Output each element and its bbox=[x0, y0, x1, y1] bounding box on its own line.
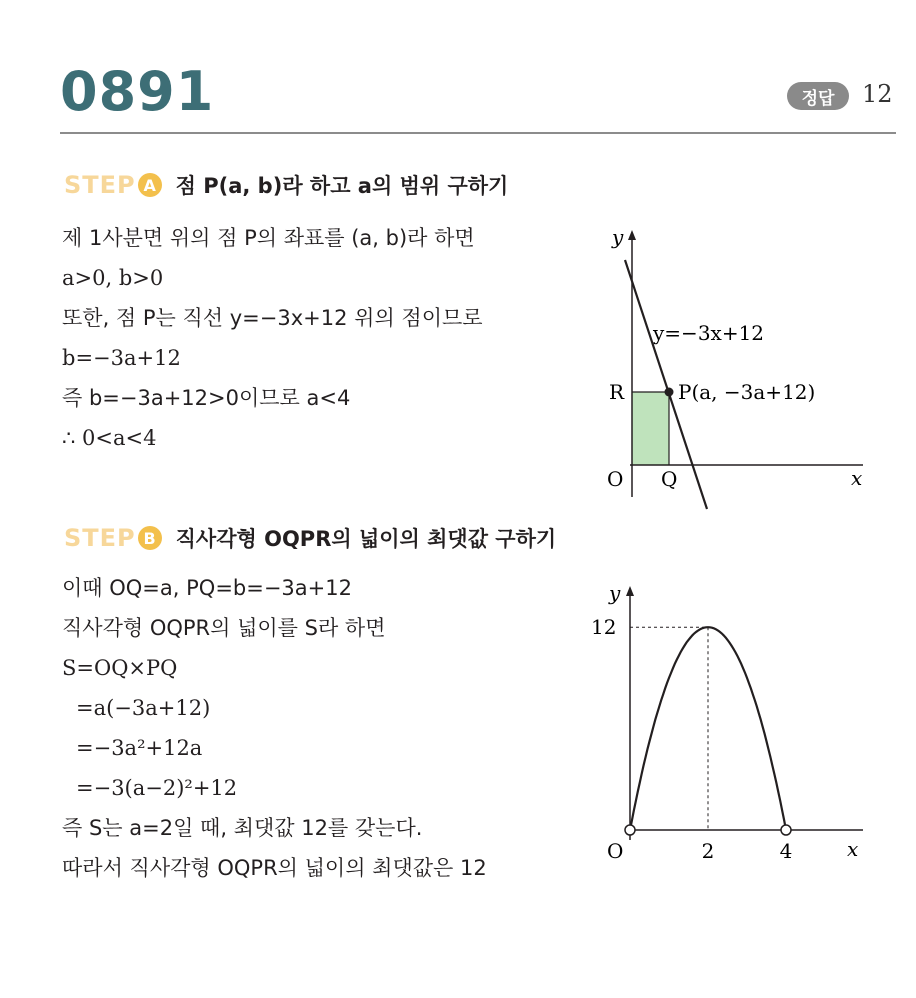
open-endpoint-4 bbox=[781, 825, 791, 835]
step-a-title: 점 P(a, b)라 하고 a의 범위 구하기 bbox=[175, 174, 509, 198]
point-q-label: Q bbox=[661, 467, 678, 491]
origin-label: O bbox=[607, 839, 624, 863]
step-b-body bbox=[62, 568, 487, 888]
step-b-label: STEP bbox=[64, 524, 136, 552]
line-graph bbox=[585, 222, 875, 512]
step-b-line: 직사각형 OQPR의 넓이를 S라 하면 bbox=[62, 616, 386, 640]
step-a-line: a>0, b>0 bbox=[62, 266, 164, 290]
header-divider bbox=[60, 132, 896, 134]
step-b-line: S=OQ×PQ bbox=[62, 656, 178, 680]
step-b-line: =−3(a−2)²+12 bbox=[76, 776, 238, 800]
parabola-graph bbox=[585, 578, 875, 878]
step-a-line: ∴ 0<a<4 bbox=[62, 426, 157, 450]
answer-value: 12 bbox=[862, 80, 893, 108]
step-b-line: =a(−3a+12) bbox=[76, 696, 211, 720]
step-b-title: 직사각형 OQPR의 넓이의 최댓값 구하기 bbox=[175, 527, 557, 551]
rectangle-oqpr bbox=[632, 392, 669, 465]
x-tick-4: 4 bbox=[779, 839, 793, 863]
y-axis-arrow bbox=[626, 586, 634, 596]
point-r-label: R bbox=[609, 380, 625, 404]
open-endpoint-origin bbox=[625, 825, 635, 835]
x-tick-2: 2 bbox=[701, 839, 715, 863]
step-a-line: 즉 b=−3a+12>0이므로 a<4 bbox=[62, 386, 351, 410]
step-a-label: STEP bbox=[64, 171, 136, 199]
y-tick-12: 12 bbox=[591, 615, 617, 640]
step-b-line: 이때 OQ=a, PQ=b=−3a+12 bbox=[62, 576, 352, 600]
equation-label: y=−3x+12 bbox=[653, 321, 765, 345]
y-axis-label: y bbox=[609, 581, 621, 605]
step-a-line: 또한, 점 P는 직선 y=−3x+12 위의 점이므로 bbox=[62, 306, 483, 330]
origin-label: O bbox=[607, 467, 624, 491]
point-p bbox=[665, 388, 674, 397]
x-axis-label: x bbox=[847, 837, 859, 861]
step-b-line: =−3a²+12a bbox=[76, 736, 203, 760]
problem-number: 0891 bbox=[60, 60, 215, 123]
step-a-body bbox=[62, 218, 483, 458]
step-b-line: 따라서 직사각형 OQPR의 넓이의 최댓값은 12 bbox=[62, 856, 487, 880]
y-axis-label: y bbox=[612, 225, 624, 249]
step-a-letter: A bbox=[138, 173, 162, 197]
step-a-line: b=−3a+12 bbox=[62, 346, 181, 370]
step-a-line: 제 1사분면 위의 점 P의 좌표를 (a, b)라 하면 bbox=[62, 226, 475, 250]
step-b-heading bbox=[64, 523, 556, 553]
y-axis-arrow bbox=[628, 230, 636, 240]
answer-badge: 정답 bbox=[787, 82, 849, 110]
step-b-letter: B bbox=[138, 526, 162, 550]
x-axis-label: x bbox=[851, 466, 863, 490]
step-a-heading bbox=[64, 170, 508, 200]
step-b-line: 즉 S는 a=2일 때, 최댓값 12를 갖는다. bbox=[62, 816, 423, 840]
point-p-label: P(a, −3a+12) bbox=[678, 380, 816, 404]
